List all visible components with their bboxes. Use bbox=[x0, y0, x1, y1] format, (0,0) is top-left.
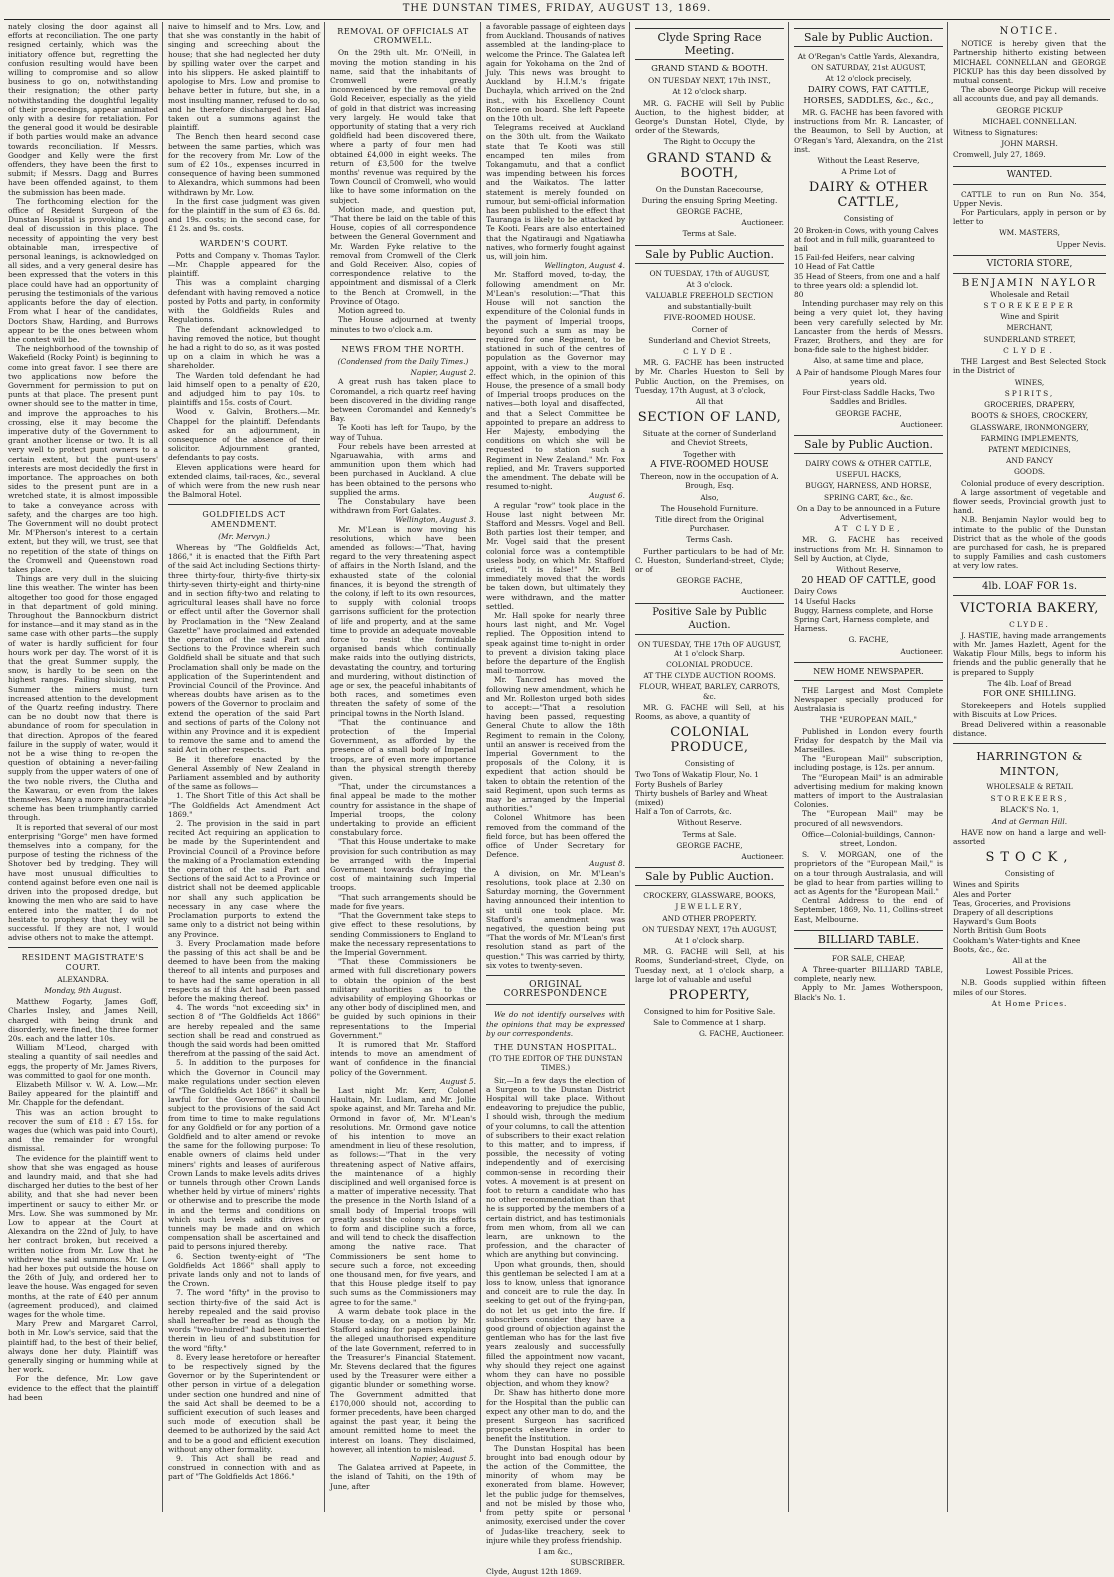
ad-line: SPIRITS, bbox=[1004, 388, 1055, 398]
article-paragraph: Eleven applications were heard for extended claims, tail-races, &c., several of which were from the new rush near the Balmoral Hotel. bbox=[168, 462, 320, 500]
dateline: Wellington, August 3. bbox=[395, 515, 476, 525]
ad-line: MICHAEL CONNELLAN. bbox=[982, 116, 1077, 126]
ad-display: BENJAMIN NAYLOR bbox=[961, 277, 1098, 289]
divider bbox=[953, 743, 1106, 744]
ad-list-item: 10 Head of Fat Cattle bbox=[794, 262, 875, 272]
dateline: Wellington, August 4. bbox=[544, 261, 625, 271]
ad-heading: NOTICE. bbox=[999, 26, 1060, 37]
article-paragraph: A great rush has taken place to Coromandel, a rich quartz reef having been discovered in the dividing range between Coromandel and Kennedy's Bay. bbox=[330, 377, 476, 424]
auctioneer-name: GEORGE FACHE, bbox=[676, 576, 743, 586]
correspondence-note: We do not identify ourselves with the opinions that may be expressed by our correspondents. bbox=[486, 1010, 625, 1038]
ad-list-item: Teas, Groceries, and Provisions bbox=[953, 898, 1071, 908]
ad-line: Sunderland and Cheviot Streets, bbox=[648, 335, 771, 345]
ad-line: Corner of bbox=[691, 324, 728, 334]
article-paragraph: Colonel Whitmore has been removed from the command of the field force, but has been offered the office of Under Secretary for Defence. bbox=[486, 813, 625, 860]
ad-display: 20 HEAD OF CATTLE, good bbox=[801, 575, 936, 587]
ad-line: ON TUESDAY, THE 17th OF AUGUST, At 1 o'clock Sharp. bbox=[637, 639, 782, 658]
ad-line: Four First-class Saddle Hacks, Two Saddles and Bridles. bbox=[802, 388, 935, 407]
ad-line: Consisting of bbox=[1004, 869, 1055, 879]
ad-list-item: Two Tons of Wakatip Flour, No. 1 bbox=[635, 770, 759, 780]
ad-line: CLYDE. bbox=[1009, 619, 1050, 629]
ad-line: ON TUESDAY, 17th of AUGUST, bbox=[649, 268, 770, 278]
ad-body: HAVE now on hand a large and well-assorted bbox=[953, 827, 1106, 846]
article-paragraph: The Bench then heard second case between the same parties, which was for the recovery from Mr. Low of the sum of £2 10s., expenses incurred in consequence of having been summoned to Alexandra, which summons had been withdrawn by Mr. Low. bbox=[168, 132, 320, 197]
ad-body: Intending purchaser may rely on this being a very quiet lot, they having been very carefully selected by Mr. Lancaster from the herds of Messrs. Frazer, Brothers, and they are for bona-fide sale to the highest bidder. bbox=[794, 299, 943, 355]
ad-display: SECTION OF LAND, bbox=[637, 410, 782, 426]
article-paragraph: William M'Leod, charged with stealing a quantity of sail needles and eggs, the property of Mr. James Rivers, was committed to gaol for one month. bbox=[8, 1043, 158, 1080]
ad-heading: Sale by Public Auction. bbox=[794, 435, 943, 454]
article-paragraph: Sir,—In a few days the election of a Surgeon to the Dunstan District Hospital will take place. Without endeavoring to prejudice the public, I should wish, through the medium of your columns, to call the attention of subscribers to their exact relation to this matter, and to impress, if possible, the necessity of voting independently and of exercising common-sense in recording their votes. A movement is at present on foot to return a candidate who has no other recommendation than that he is supported by the members of a certain district, and has testimonials from men whom, from all we can learn, are unknown to the profession, and the character of which are anything but convincing. bbox=[486, 1075, 625, 1260]
ad-body: Bread Delivered within a reasonable distance. bbox=[953, 719, 1106, 738]
article-paragraph: Whereas by "The Goldfields Act, 1866," it is enacted that the Fifth Part of the said Act including Sections thirty-three thirty-four, thirty-five thirty-six thirty-seven thirty-eight and thirty-nine and in section fifty-two and relating to agricultural leases shall have no force or effect until after the Governor shall by Proclamation in the "New Zealand Gazette" have proclaimed and extended the operation of the said Part and Sections to the Province wherein such Goldfield shall be situate and that such Proclamation shall only be made on the application of the Superintendent and Provincial Council of the Province. And whereas doubts have arisen as to the powers of the Governor to proclaim and extend the operation of the said Part and sections of parts of the Colony not within any Province and it is expedient to remove the same and to amend the said Act in other respects. bbox=[168, 542, 320, 755]
auctioneer-title: Auctioneer. bbox=[741, 851, 784, 861]
article-paragraph: The neighborhood of the township of Wakefield (Rocky Point) is beginning to come into great favor. I see there are two applications now before the Government for permission to put on punts at that place. The present punt owner should see to the matter in time, and improve the approaches to his crossing, else it may become the imperative duty of the Government to grant another license or two. It is all very well to protect punt owners to a certain extent, but the punt-users' interests are most decidedly the first in importance. The approaches on both sides to the present punt are in a wretched state, it is almost impossible to take a conveyance across with safety, and the charges are too high. The Government will no doubt protect Mr. M'Pherson's interest to a certain extent, but they will, we trust, see that no repetition of the state of things on the Cromwell and Queenstown road takes place. bbox=[8, 344, 158, 574]
column-1 bbox=[4, 22, 162, 1512]
ad-line: At 1 o'clock sharp. bbox=[674, 936, 745, 945]
article-paragraph: Motion made, and question put, "That there be laid on the table of this House, copies of all correspondence between the General Government and Mr. Warden Fyke relative to the removal from Cromwell of the Clerk and Gold Receiver. Also, copies of correspondence relative to the appointment and dismissal of a Clerk to the Bench at Cromwell, in the Province of Otago. bbox=[330, 204, 476, 306]
ad-line: Cromwell, July 27, 1869. bbox=[953, 150, 1046, 160]
ad-line: AT THE CLYDE AUCTION ROOMS. bbox=[643, 671, 776, 681]
ad-line: STOREKEEPER bbox=[983, 301, 1076, 311]
article-paragraph: Matthew Fogarty, James Goff, Charles Insley, and James Neill, charged with being drunk and disorderly, were fined, the three former 20s. each and the latter 10s. bbox=[8, 997, 158, 1043]
dateline: August 6. bbox=[589, 491, 625, 501]
ad-line: GROCERIES, DRAPERY, bbox=[984, 400, 1075, 410]
ad-list-item: North British Gum Boots bbox=[953, 926, 1047, 936]
article-paragraph: 5. In addition to the purposes for which the Governor in Council may make regulations under section eleven of "The Goldfields Act 1866" it shall be lawful for the Governor in Council subject to the provisions of the said Act from time to time to make regulations for any Goldfield or for any portion of a Goldfield and to alter amend or revoke the same for the following purpose: To enable owners of claims held under miners' rights and leases of auriferous Crown Lands to make levels adits drives or tunnels through other Crown Lands whether held by virtue of miners' rights or otherwise and to prescribe the mode in and the terms and conditions on which such levels adits drives or tunnels may be made and on which compensation shall be ascertained and paid to persons injured thereby. bbox=[168, 1058, 320, 1252]
ad-body: MR. G. FACHE has been favored with instructions from Mr. R. Lancaster, of the Beaumon, to Sell by Auction, at O'Regan's Yard, Alexandra, on the 21st inst. bbox=[794, 108, 943, 154]
article-paragraph: Wood v. Galvin, Brothers.—Mr. Chappel for the plaintiff. Defendants asked for an adjournment, in consequence of the absence of their solicitor. Adjournment granted, defendants to pay costs. bbox=[168, 407, 320, 463]
ad-body: N.B. Goods supplied within fifteen miles of our Stores. bbox=[953, 978, 1106, 997]
ad-line: Terms Cash. bbox=[686, 535, 733, 545]
column-2 bbox=[164, 22, 324, 1512]
article-paragraph: 9. This Act shall be read and construed in connection with and as part of "The Goldfields Act 1866." bbox=[168, 1454, 320, 1482]
ad-line: Together with bbox=[683, 449, 736, 459]
goldfields-heading: GOLDFIELDS ACT AMENDMENT. bbox=[202, 510, 286, 529]
ad-line: GLASSWARE, IRONMONGERY, bbox=[970, 422, 1089, 432]
article-paragraph: Motion agreed to. bbox=[338, 306, 406, 316]
ad-list-item: Dairy Cows bbox=[794, 587, 837, 597]
ad-list-item: Spring Cart, Harness complete, and Harness. bbox=[794, 614, 930, 634]
ad-line: At Home Prices. bbox=[991, 998, 1068, 1008]
ad-line: FLOUR, WHEAT, BARLEY, CARROTS, &c. bbox=[638, 682, 780, 701]
ad-line: Wine and Spirit bbox=[1000, 312, 1059, 322]
ad-line: DAIRY COWS & OTHER CATTLE, bbox=[805, 458, 932, 468]
article-paragraph: Upon what grounds, then, should this gentleman be selected I am at a loss to know, unless that ignorance and conceit are to rule the day. In seeking to get out of the frying-pan, do not let us get into the fire. If subscribers consider they have a good ground of objection against the gentleman who has for the last five years zealously and successfully filled the appointment now vacant, why should they reject one against whom they can have no possible objection, and whom they know? bbox=[486, 1259, 625, 1389]
column-rule bbox=[480, 22, 481, 1512]
ad-line: CLYDE. bbox=[1003, 346, 1056, 356]
ad-line: Terms at Sale. bbox=[682, 229, 737, 239]
ad-line: BOOTS & SHOES, CROCKERY, bbox=[971, 411, 1088, 421]
ad-body: THE Largest and Most Complete Newspaper specially produced for Australasia is bbox=[794, 685, 943, 714]
ad-list-item: 35 Head of Steers, from one and a half to three years old: a splendid lot. bbox=[794, 271, 940, 290]
auctioneer-title: Auctioneer. bbox=[741, 587, 784, 597]
ad-list-item: Wines and Spirits bbox=[953, 880, 1020, 890]
ad-list-item: 20 Broken-in Cows, with young Calves at foot and in full milk, guaranteed to bail bbox=[794, 225, 939, 254]
ad-display: VICTORIA BAKERY, bbox=[960, 600, 1099, 616]
ad-body: For Particulars, apply in person or by letter to bbox=[953, 208, 1106, 227]
ad-line: Consisting of bbox=[684, 759, 735, 769]
ad-line: On a Day to be announced in a Future Advertisement, bbox=[796, 503, 941, 522]
ad-heading: Clyde Spring Race Meeting. bbox=[635, 28, 784, 60]
auctioneer-name: G. FACHE, Auctioneer. bbox=[699, 1029, 784, 1039]
ad-line: At O'Regan's Cattle Yards, Alexandra, bbox=[797, 52, 940, 61]
article-paragraph: This was a complaint charging defendant with having removed a notice posted by Potts and party, in conformity with the Goldfields Rules and Regulations. bbox=[168, 278, 320, 325]
column-3 bbox=[326, 22, 480, 1512]
article-paragraph: "That this House undertake to make provision for such contribution as may be arranged with the Imperial Government towards defraying the cost of maintaining such Imperial troops. bbox=[330, 837, 476, 893]
ad-heading: VICTORIA STORE, bbox=[953, 255, 1106, 274]
ad-line: At 12 o'clock sharp. bbox=[672, 87, 747, 97]
article-paragraph: The House adjourned at twenty minutes to two o'clock a.m. bbox=[330, 315, 476, 334]
ad-body: CATTLE to run on Run No. 354, Upper Nevis. bbox=[953, 189, 1106, 208]
ad-body: N.B. Benjamin Naylor would beg to intimate to the public of the Dunstan District that as the whole of the goods are purchased for cash, he is prepared to supply Families and cash customers at very low rates. bbox=[953, 515, 1106, 571]
ad-line: HORSES, SADDLES, &c., &c., bbox=[803, 95, 934, 106]
ad-line: On the Dunstan Racecourse, bbox=[655, 184, 764, 194]
signature: SUBSCRIBER. bbox=[570, 1558, 625, 1568]
ad-line: COLONIAL PRODUCE. bbox=[666, 659, 753, 669]
ad-display: STOCK, bbox=[985, 850, 1074, 866]
ad-list-item: Ales and Porter bbox=[953, 889, 1011, 899]
article-paragraph: A warm debate took place in the House to-day, on a motion by Mr. Stafford asking for papers explaining the alleged unauthorised expenditure of the late Government, referred to in the Treasurer's Financial Statement. Mr. Stevens declared that the figures used by the Treasurer were either a gigantic blunder or something worse. The Government admitted that £170,000 should not, according to former precedents, have been charged against the past year, it being the amount remitted home to meet the interest on loans. They disclaimed, however, all intention to mislead. bbox=[330, 1306, 476, 1454]
ad-line: AND OTHER PROPERTY. bbox=[662, 913, 757, 923]
ad-body: The "European Mail" is an admirable advertising medium for making known matters of import to the Australasian Colonies. bbox=[794, 772, 943, 810]
ad-line: FARMING IMPLEMENTS, bbox=[980, 433, 1079, 443]
ad-line: Also, at same time and place, bbox=[813, 356, 924, 366]
ad-line: JOHN MARSH. bbox=[1001, 139, 1058, 149]
ad-line: A Prime Lot of bbox=[841, 167, 896, 177]
divider bbox=[486, 975, 625, 976]
ad-list-item: Buggy, Harness complete, and Horse bbox=[794, 605, 933, 615]
ad-line: JEWELLERY, bbox=[675, 902, 744, 912]
ad-line: ON TUESDAY NEXT, 17th INST., bbox=[648, 76, 771, 86]
ad-line: The Right to Occupy the bbox=[663, 137, 756, 147]
divider bbox=[486, 1004, 625, 1005]
ad-line: Sale to Commence at 1 sharp. bbox=[653, 1018, 766, 1028]
article-paragraph: Te Kooti has left for Taupo, by the way of Tuhua. bbox=[330, 423, 476, 442]
article-paragraph: The forthcoming election for the office of Resident Surgeon of the Dunstan Hospital is provoking a good deal of discussion in this place. The necessity of appointing the very best obtainable man, irrespective of personal leanings, is acknowledged on all sides, and a very general desire has been expressed that the voters in this place could have had an opportunity of perusing the testimonials of the various applicants before the day of election. From what I hear of the candidates, Doctors Shaw, Harding, and Burrows appear to be the ones between whom the contest will be. bbox=[8, 196, 158, 344]
correspondence-heading: ORIGINAL CORRESPONDENCE bbox=[503, 979, 608, 1000]
column-rule bbox=[324, 22, 325, 1512]
article-paragraph: For the defence, Mr. Low gave evidence to the effect that the plaintiff had been bbox=[8, 1374, 158, 1402]
ad-line: Lowest Possible Prices. bbox=[985, 967, 1074, 977]
masthead-rule bbox=[4, 19, 1110, 20]
ad-body: Published in London every fourth Friday for despatch by the Mail via Marseilles. bbox=[794, 726, 943, 754]
hospital-to-editor: (TO THE EDITOR OF THE DUNSTAN TIMES.) bbox=[488, 1055, 623, 1073]
auctioneer-title: Auctioneer. bbox=[900, 646, 943, 656]
hospital-heading: THE DUNSTAN HOSPITAL. bbox=[493, 1042, 618, 1052]
ad-line: CLYDE. bbox=[683, 347, 736, 357]
signoff: I am &c., bbox=[538, 1546, 573, 1556]
auctioneer-title: Auctioneer. bbox=[900, 419, 943, 429]
ad-list-item: Thirty bushels of Barley and Wheat (mixed) bbox=[635, 788, 768, 807]
ad-line: All that bbox=[695, 397, 724, 407]
ad-line: Title direct from the Original Purchaser. bbox=[655, 514, 764, 534]
ad-line: ON TUESDAY NEXT, 17th AUGUST, bbox=[642, 924, 777, 934]
auctioneer-name: GEORGE FACHE, bbox=[835, 408, 902, 418]
goldfields-author: (Mr. Mervyn.) bbox=[218, 531, 270, 541]
ad-body: Further particulars to be had of Mr. C. Hueston, Sunderland-street, Clyde; or of bbox=[635, 546, 784, 574]
ad-line: SUNDERLAND STREET, bbox=[983, 334, 1076, 344]
ad-heading: Sale by Public Auction. bbox=[635, 245, 784, 264]
article-paragraph: The Dunstan Hospital has been brought into bad enough odour by the action of the Committee, the minority of whom may be exonerated from blame. However, let the public judge for themselves, and not be misled by those who, from petty spite or personal animosity, exercised under the cover of Judas-like treachery, seek to injure while they profess friendship. bbox=[486, 1443, 625, 1545]
ad-line: During the ensuing Spring Meeting. bbox=[641, 195, 778, 205]
ad-body: Colonial produce of every description. bbox=[961, 478, 1105, 488]
ad-line: Thereon, now in the occupation of A. Brough, Esq. bbox=[640, 472, 779, 491]
ad-line: MERCHANT, bbox=[1006, 323, 1053, 332]
ad-line: STOREKEERS, bbox=[990, 794, 1069, 804]
ad-heading: Positive Sale by Public Auction. bbox=[635, 603, 784, 635]
article-paragraph: In the first case judgment was given for the plaintiff in the sum of £3 6s. 8d. and 19s. costs; in the second case, for £1 2s. and 9s. costs. bbox=[168, 196, 320, 234]
ad-line: GRAND STAND & BOOTH. bbox=[651, 64, 768, 74]
article-paragraph: Dr. Shaw has hitherto done more for the Hospital than the public can expect any other man to do, and the present Surgeon has sacrificed prospects elsewhere in order to benefit the Institution. bbox=[486, 1388, 625, 1444]
ad-line: Wholesale and Retail bbox=[989, 290, 1070, 300]
ad-list-item: 15 Fail-fed Heifers, near calving bbox=[794, 253, 915, 263]
auctioneer-title: Auctioneer. bbox=[741, 218, 784, 228]
court-date: Monday, 9th August. bbox=[44, 985, 122, 995]
ad-body: MR. G. FACHE will Sell, at his Rooms, Sunderland-street, Clyde, on Tuesday next, at 1 o'clock sharp, a large lot of valuable and useful bbox=[635, 947, 784, 984]
ad-body: A Three-quarter BILLIARD TABLE, complete, nearly new. bbox=[794, 965, 943, 984]
ad-heading: 4lb. LOAF FOR 1s. bbox=[953, 577, 1106, 596]
ad-body: The above George Pickup will receive all accounts due, and pay all demands. bbox=[953, 85, 1106, 104]
article-paragraph: Mr. M'Lean is now moving his resolutions, which have been amended as follows:—"That, having regard to the very threatening aspect of affairs in the North Island, and the exhausted state of the colonial finances, it is beyond the strength of the colony, if left to its own resources, to supply with colonial troops garrisons sufficient for the protection of life and property, and at the same time to provide an adequate moveable force to resist the formidable organised bands which continually make raids into the outlying districts, devastating the country, and torturing and murdering, without distinction of age or sex, the peaceful inhabitants of both races, and sometimes even threaten the safety of some of the principal towns in the North Island. bbox=[330, 524, 476, 718]
ad-line: THE "EUROPEAN MAIL," bbox=[820, 715, 917, 725]
ad-body: NOTICE is hereby given that the Partnership hitherto existing between MICHAEL CONNELLAN and GEORGE PICKUP has this day been dissolved by mutual consent. bbox=[953, 39, 1106, 86]
divider bbox=[8, 947, 158, 948]
ad-body: MR. G. FACHE has been instructed by Mr. Charles Hueston to Sell by Public Auction, on the Premises, on Tuesday, 17th August, at 3 o'clock, bbox=[635, 358, 784, 395]
ad-heading: Sale by Public Auction. bbox=[635, 867, 784, 886]
ad-display: COLONIAL PRODUCE, bbox=[670, 725, 749, 756]
ad-line: WM. MASTERS, bbox=[999, 228, 1060, 238]
ad-list-item: 80 bbox=[794, 290, 804, 300]
ad-list-item: Cookham's Water-tights and Knee Boots, &c., &c. bbox=[953, 935, 1081, 954]
north-news-source: (Condensed from the Daily Times.) bbox=[337, 356, 469, 366]
ad-line: Office—Colonial-buildings, Cannon-street, London. bbox=[801, 829, 936, 849]
article-paragraph: 4. The words "not exceeding six" in section 8 of "The Goldfields Act 1866" are hereby repealed and the same section shall be read and construed as though the said words had been omitted therefrom at the passing of the said Act. bbox=[168, 1003, 320, 1059]
ad-line: Situate at the corner of Sunderland and Cheviot Streets, bbox=[642, 429, 777, 448]
article-paragraph: This was an action brought to recover the sum of £18 : £7 15s. for wages due (which was paid into Court), and the remainder for wrongful dismissal. bbox=[8, 1107, 158, 1154]
ad-line: AND FANCY bbox=[1006, 456, 1053, 466]
ad-line: All at the bbox=[1012, 956, 1047, 966]
ad-line: and substantially-built bbox=[667, 302, 752, 312]
column-rule bbox=[788, 22, 789, 1512]
article-paragraph: a favorable passage of eighteen days from Auckland. Thousands of natives assembled at the landing-place to welcome the Prince. The Galatea left again for Yokohama on the 2nd of July. This news was brought to Auckland by H.I.M.'s frigate Duchayla, which arrived on the 2nd inst., with his Excellency Count Ronciere on board. She left Papeete on the 10th ult. bbox=[486, 22, 625, 124]
ad-body: A large assortment of vegetable and flower seeds, Provincial growth just to hand. bbox=[953, 487, 1106, 516]
ad-line: AT CLYDE, bbox=[834, 524, 903, 534]
ad-heading: BILLIARD TABLE. bbox=[794, 930, 943, 949]
column-rule bbox=[162, 22, 163, 1512]
article-paragraph: "That, under the circumstances a final appeal be made to the mother country for assistance in the shape of Imperial troops, the colony undertaking to provide an efficient constabulary force. bbox=[330, 782, 476, 838]
ad-heading: NEW HOME NEWSPAPER. bbox=[794, 662, 943, 681]
ad-line: FIVE-ROOMED HOUSE. bbox=[663, 313, 756, 323]
ad-line: CROCKERY, GLASSWARE, BOOKS, bbox=[643, 891, 776, 901]
ad-body: J. HASTIE, having made arrangements with Mr. James Hazlett, Agent for the Wakatip Flour Mills, begs to inform his friends and the public generally that he is prepared to Supply bbox=[953, 630, 1106, 677]
ad-line: Upper Nevis. bbox=[1056, 239, 1106, 249]
ad-line: Also, bbox=[700, 492, 719, 502]
auctioneer-name: GEORGE FACHE, bbox=[676, 840, 743, 850]
article-paragraph: "That the Government take steps to give effect to these resolutions, by sending Commissioners to England to make the necessary representations to the Imperial Government. bbox=[330, 911, 476, 957]
ad-list-item: Forty Bushels of Barley bbox=[635, 779, 723, 789]
ad-line: WHOLESALE & RETAIL bbox=[986, 782, 1073, 791]
ad-line: DAIRY COWS, FAT CATTLE, bbox=[807, 84, 930, 95]
letter-date: Clyde, August 12th 1869. bbox=[486, 1567, 582, 1577]
ad-display: PROPERTY, bbox=[668, 988, 751, 1004]
ad-body: THE Largest and Best Selected Stock in the District of bbox=[953, 357, 1106, 376]
article-paragraph: The Constabulary have been withdrawn from Fort Galates. bbox=[330, 496, 476, 516]
article-paragraph: The evidence for the plaintiff went to show that she was engaged as house and laundry maid, and that she had discharged her duties to the best of her ability, and that she had never been impertinent or saucy to either Mr. or Mrs. Low. She was summoned by Mr. Low to appear at the Court at Alexandra on the 22nd of July, to have her contract broken, but received a written notice from Mr. Low that he withdrew the said summons. Mr. Low had her boxes put outside the house on the 26th of July, and ordered her to leave the house. Was engaged for seven months, at the rate of £40 per annum (agreement produced), and claimed wages for the whole time. bbox=[8, 1153, 158, 1320]
ad-heading: Sale by Public Auction. bbox=[794, 28, 943, 47]
article-paragraph: Telegrams received at Auckland on the 30th ult. from the Waikato state that Te Kooti was still encamped ten miles from Tokangamutu, and that a conflict was impending between his forces and the Waikatos. The latter statement is merely founded on rumour, but semi-official information has been published to the effect that Tauranga is likely to be attacked by Te Kooti. Fears are also entertained that the Ngatiraugi and Ngatiawha natives, who formerly fought against us, will join him. bbox=[486, 123, 625, 262]
article-paragraph: Last night Mr. Kerr, Colonel Haultain, Mr. Ludlam, and Mr. Jollie spoke against, and Mr. Tareha and Mr. Ormond in favor of, Mr. M'Lean's resolutions. Mr. Ormond gave notice of his intention to move an amendment in lieu of these resolution, as follows:—"That in the very threatening aspect of Native affairs, the maintenance of a highly disciplined and well organised force is a matter of imperative necessity. That the presence in the North Island of a small body of Imperial troops will greatly assist the colony in its efforts to form and discipline such a force, and will tend to check the disaffection among the native race. That Commissioners be sent home to secure such a force, not exceeding one thousand men, for five years, and that this House pledge itself to pay such sums as the Commissioners may agree to for the same." bbox=[330, 1085, 476, 1307]
article-paragraph: It is rumored that Mr. Stafford intends to move an amendment of want of confidence in the financial policy of the Government. bbox=[330, 1039, 476, 1077]
ad-body: MR. G. FACHE has received instructions from Mr. H. Sinnamon to Sell by Auction, at Clyde, bbox=[794, 535, 943, 563]
article-paragraph: Four rebels have been arrested at Ngaruawahia, with arms and ammunition upon them which had been purchased in Auckland. A clue has been obtained to the persons who supplied the arms. bbox=[330, 441, 476, 497]
article-paragraph: 6. Section twenty-eight of "The Goldfields Act 1866" shall apply to private lands only and not to lands of the Crown. bbox=[168, 1251, 320, 1289]
ad-list-item: Drapery of all descriptions bbox=[953, 908, 1054, 918]
article-paragraph: naive to himself and to Mrs. Low, and that she was constantly in the habit of singing and screeching about the house; that she had neglected her duty by spilling water over the carpet and into his slippers. He asked plaintiff to apologise to Mrs. Low and promise to behave better in future, but she, in a most insulting manner, refused to do so, and he therefore discharged her. Had taken out a summons against the plaintiff. bbox=[168, 22, 320, 133]
column-6 bbox=[790, 22, 947, 1512]
column-rule bbox=[629, 22, 630, 1512]
column-5 bbox=[631, 22, 788, 1512]
ad-body: Central Address to the end of September, 1869, No. 11, Collins-street East, Melbourne. bbox=[794, 896, 943, 924]
article-paragraph: "That these Commissioners be armed with full discretionary powers to obtain the opinion of the best military authorities as to the advisability of employing Ghoorkas or any other body of disciplined men, and be guided by such opinions in their representations to the Imperial Government." bbox=[330, 957, 476, 1040]
dateline: August 8. bbox=[589, 859, 625, 869]
article-paragraph: 8. Every lease heretofore or hereafter to be respectively signed by the Governor or by the Superintendent or other person in virtue of a delegation under section one hundred and nine of the said Act shall be deemed to be a sufficient execution of such leases and such mode of execution shall be deemed to be authorized by the said Act and to be a good and efficient execution without any other formality. bbox=[168, 1352, 320, 1454]
dateline: August 5. bbox=[440, 1076, 476, 1086]
court-heading: RESIDENT MAGISTRATE'S COURT. bbox=[21, 953, 145, 972]
article-paragraph: Mr. Tancred has moved the following new amendment, which he and Mr. Rolleston urged both sides to accept:—"That a resolution having been passed, requesting General Chute to allow the 18th Regiment to remain in the Colony, until an answer is received from the Imperial Government to the proposals of the Colony, it is expedient that action should be taken to obtain the retention of the said Regiment, upon such terms as may be arranged by the Imperial authorities." bbox=[486, 675, 625, 814]
article-paragraph: Things are very dull in the sluicing line this weather. The winter has been altogether too good for those engaged in that department of gold mining. Throughout the Bannockburn district for instance—and it may stand as in the same case with other parts—the supply of water is hardly sufficient for four hours work per day. The worst of it is that the great Summer supply, the snow, is hardly to be seen on the highest ranges. Failing sluicing, next Summer the miners must turn increased attention to the development of the Quartz reefing industry. There can be no doubt now that there is abundance of room for speculation in that direction. Apropos of the feared failure in the supply of water, would it not be a wise thing to re-open the question of obtaining a never-failing supply from the upper waters of one of the two noble rivers, the Clutha and the Kawarau, or even from the lakes themselves. Many a more impracticable scheme has been triumphantly carried through. bbox=[8, 574, 158, 823]
ad-line: GEORGE PICKUP bbox=[996, 105, 1063, 115]
court-place: ALEXANDRA. bbox=[57, 974, 109, 984]
article-paragraph: Elizabeth Millsor v. W. A. Low.—Mr. Bailey appeared for the plaintiff and Mr. Chapple for the defendant. bbox=[8, 1079, 158, 1108]
article-paragraph: 2. The provision in the said in part recited Act requiring an application to be made by the Superintendent and Provincial Council of a Province before the making of a Proclamation extending the operation of the said Part and Sections of the said Act to a Province or district shall not be deemed applicable nor shall any such application be necessary in any case where the Proclamation purports to extend the same only to a district not being within any Province. bbox=[168, 819, 320, 939]
ad-line: At 3 o'clock. bbox=[686, 279, 733, 289]
column-4 bbox=[482, 22, 629, 1577]
ad-list-item: Hayward's Gum Boots bbox=[953, 917, 1037, 927]
auctioneer-name: G. FACHE, bbox=[848, 635, 889, 645]
ad-line: A FIVE-ROOMED HOUSE bbox=[650, 459, 769, 470]
article-paragraph: The Warden told defendant he had laid himself open to a penalty of £20, and adjudged him to pay 10s. to plaintiffs and 15s. costs of Court. bbox=[168, 370, 320, 408]
article-paragraph: "That such arrangements should be made for five years. bbox=[330, 892, 476, 911]
article-paragraph: 3. Every Proclamation made before the passing of this act shall be and be deemed to have been from the making thereof to all intents and purposes and to have had the same operation in all respects as if this Act had been passed before the making thereof. bbox=[168, 938, 320, 1003]
article-paragraph: Mr. Hall spoke for nearly three hours last night, and Mr. Vogel replied. The Opposition intend to speak against time to-night in order to prevent a division taking place before the departure of the English mail to-morrow. bbox=[486, 611, 625, 676]
ad-line: At 12 o'clock precisely, bbox=[825, 74, 912, 84]
ad-line: Consigned to him for Positive Sale. bbox=[643, 1007, 776, 1017]
ad-body: Storekeepers and Hotels supplied with Biscuits at Low Prices. bbox=[953, 701, 1106, 720]
ad-line: A Pair of handsome Plough Mares four years old. bbox=[795, 367, 942, 386]
article-paragraph: Mr. Stafford moved, to-day, the following amendment on Mr. M'Lean's resolution:—"That this House will not sanction the expenditure of the Colonial funds in the payment of Imperial troops, beyond such a sum as may be required for one Regiment, to be stationed in such of the centres of population as the Governor may appoint, with a view to the moral effect which, in the opinion of this House, the presence of a small body of Imperial troops produces on the natives—both loyal and disaffected, and that a Select Committee be appointed to prepare an address to Her Majesty, embodying the conditions on which she will be requested to station such a Regiment in New Zealand." Mr. Fox replied, and Mr. Travers supported the amendment. The debate will be resumed to-night. bbox=[486, 270, 625, 492]
ad-heading: WANTED. bbox=[953, 166, 1106, 185]
ad-line: SPRING CART, &c., &c. bbox=[823, 492, 914, 502]
article-paragraph: nately closing the door against all efforts at reconciliation. The one party resigned certainly, which was the initiatory offence but, regretting the confusion resulting would have been willing to compromise and so allow business to go on, notwithstanding their resignation; the other party notwithstanding the doughtful legality of their proceedings, appear animated only with a desire for retaliation. For the general good it would be desirable if both parties would make an advance towards reconciliation. If Messrs. Goodger and Kelly were the first offenders, they have been the first to submit; if Messrs. Dagg and Burres have been offended against, to them the submission has been made. bbox=[8, 22, 158, 197]
wardens-court-heading: WARDEN'S COURT. bbox=[199, 238, 289, 248]
ad-line: USEFUL HACKS, bbox=[835, 470, 902, 480]
ad-display: DAIRY & OTHER CATTLE, bbox=[808, 180, 929, 211]
article-paragraph: A division, on Mr. M'Lean's resolutions, took place at 2.30 on Saturday morning, the Government having announced their intention to sit until one took place. Mr. Stafford's amendment was negatived, the question being put "That the words of Mr. M'Lean's first resolution stand as part of the question." This was carried by thirty, six votes to twenty-seven. bbox=[486, 868, 625, 970]
article-paragraph: 1. The Short Title of this Act shall be "The Goldfields Act Amendment Act 1869." bbox=[168, 791, 320, 819]
article-paragraph: A regular "row" took place in the House last night between Mr. Stafford and Messrs. Vogel and Bell. Both parties lost their temper, and Mr. Vogel said that the present colonial force was a contemptible useless body, on which Mr. Stafford cried, "It is false!" Mr. Bell immediately moved that the words be taken down, but ultimately they were withdrawn, and the matter settled. bbox=[486, 500, 625, 611]
ad-line: Without the Least Reserve, bbox=[817, 156, 920, 166]
auctioneer-name: GEORGE FACHE, bbox=[676, 207, 743, 217]
column-7 bbox=[949, 22, 1110, 1512]
ad-body: Apply to Mr. James Wotherspoon, Black's No. 1. bbox=[794, 983, 943, 1002]
ad-line: BLACK'S No. 1, bbox=[1000, 805, 1059, 815]
ad-line: Without Reserve. bbox=[677, 818, 742, 828]
ad-body: S. V. MORGAN, one of the proprietors of the "European Mail," is on a tour through Australasia, and will be glad to hear from parties willing to act as Agents for the "European Mail." bbox=[794, 850, 943, 897]
ad-line: PATENT MEDICINES, bbox=[988, 444, 1071, 454]
article-paragraph: It is reported that several of our most enterprising "Gorge" men have formed themselves into a company, for the purpose of testing the richness of the Shotover bed by tredging. They will have most unusual difficulties to contend against before even one nail is driven into the proposed dredge, but knowing the men who are said to have entered into the matter, I do not hesitate to prophesy that they will be successful. If they are not, I would advise others not to make the attempt. bbox=[8, 822, 158, 943]
ad-line: ON SATURDAY, 21st AUGUST, bbox=[811, 63, 926, 73]
ad-line: Without Reserve, bbox=[836, 564, 901, 574]
ad-line: VALUABLE FREEHOLD SECTION bbox=[645, 291, 774, 301]
article-paragraph: Mary Prew and Margaret Carrol, both in Mr. Low's service, said that the plaintiff had, to the best of their belief, always done her duty. Plaintiff was generally singing or humming while at her work. bbox=[8, 1319, 158, 1375]
ad-body: The "European Mail" may be procured of all newsvendors. bbox=[794, 809, 943, 828]
ad-line: BUGGY, HARNESS, AND HORSE, bbox=[805, 481, 932, 491]
ad-line: The Household Furniture. bbox=[660, 503, 759, 513]
ad-line: Consisting of bbox=[843, 214, 894, 224]
article-paragraph: The Galatea arrived at Papeete, in the island of Tahiti, on the 19th of June, after bbox=[330, 1463, 476, 1491]
removal-heading: REMOVAL OF OFFICIALS AT CROMWELL. bbox=[337, 27, 469, 46]
ad-list-item: 14 Useful Hacks bbox=[794, 596, 856, 606]
ad-body: The "European Mail" subscription, including postage, is 12s. per annum. bbox=[794, 754, 943, 773]
ad-line: And at German Hill. bbox=[991, 816, 1068, 826]
article-paragraph: 7. The word "fifty" in the proviso to section thirty-five of the said Act is hereby repealed and the said proviso shall hereafter be read as though the words "two-hundred" had been inserted therein in lieu of and substitution for the word "fifty." bbox=[168, 1288, 320, 1353]
divider bbox=[330, 339, 476, 340]
north-news-heading: NEWS FROM THE NORTH. bbox=[341, 344, 465, 354]
ad-display: HARRINGTON & MINTON, bbox=[976, 748, 1083, 778]
ad-line: Terms at Sale. bbox=[682, 829, 737, 839]
ad-display: GRAND STAND & BOOTH, bbox=[646, 150, 773, 181]
article-paragraph: The defendant acknowledged to having removed the notice, but thought he had a right to do so, as it was posted up on a claim in which he was a shareholder. bbox=[168, 324, 320, 371]
ad-line: Witness to Signatures: bbox=[953, 128, 1038, 138]
column-rule bbox=[947, 22, 948, 1512]
divider bbox=[168, 504, 320, 505]
ad-line: WINES, bbox=[1014, 377, 1045, 387]
dateline: Napier, August 2. bbox=[410, 368, 476, 378]
ad-line: FOR SALE, CHEAP, bbox=[831, 953, 906, 963]
ad-line: GOODS. bbox=[1013, 467, 1046, 477]
ad-body: MR. G. FACHE will Sell by Public Auction, to the highest bidder, at George's Dunstan Hotel, Clyde, by order of the Stewards, bbox=[635, 98, 784, 136]
article-paragraph: Potts and Company v. Thomas Taylor.—Mr. Chapple appeared for the plaintiff. bbox=[168, 250, 320, 279]
ad-line: FOR ONE SHILLING. bbox=[982, 688, 1077, 699]
masthead: THE DUNSTAN TIMES, FRIDAY, AUGUST 13, 1869. bbox=[402, 3, 712, 14]
article-paragraph: On the 29th ult. Mr. O'Neill, in moving the motion standing in his name, said that the inhabitants of Cromwell were greatly inconvenienced by the removal of the Gold Receiver, especially as the yield of gold in that district was increasing very largely. He would take that opportunity of stating that a very rich goldfield had been discovered there, where a party of four men had obtained £4,000 in eight weeks. The return of £3,500 for the twelve months' revenue was required by the Town Council of Cromwell, who would like to have some information on the subject. bbox=[330, 48, 476, 205]
ad-line: The 4lb. Loaf of Bread bbox=[987, 678, 1072, 688]
dateline: Napier, August 5. bbox=[410, 1454, 476, 1464]
article-paragraph: "That the continuance and protection of the Imperial Government, as afforded by the presence of a small body of Imperial troops, are of even more importance than the physical strength thereby given. bbox=[330, 717, 476, 783]
ad-list-item: Half a Ton of Carrots, &c. bbox=[635, 807, 732, 817]
ad-body: MR. G. FACHE will Sell, at his Rooms, as above, a quantity of bbox=[635, 702, 784, 721]
article-paragraph: Be it therefore enacted by the General Assembly of New Zealand in Parliament assembled and by authority of the same as follows— bbox=[168, 754, 320, 792]
